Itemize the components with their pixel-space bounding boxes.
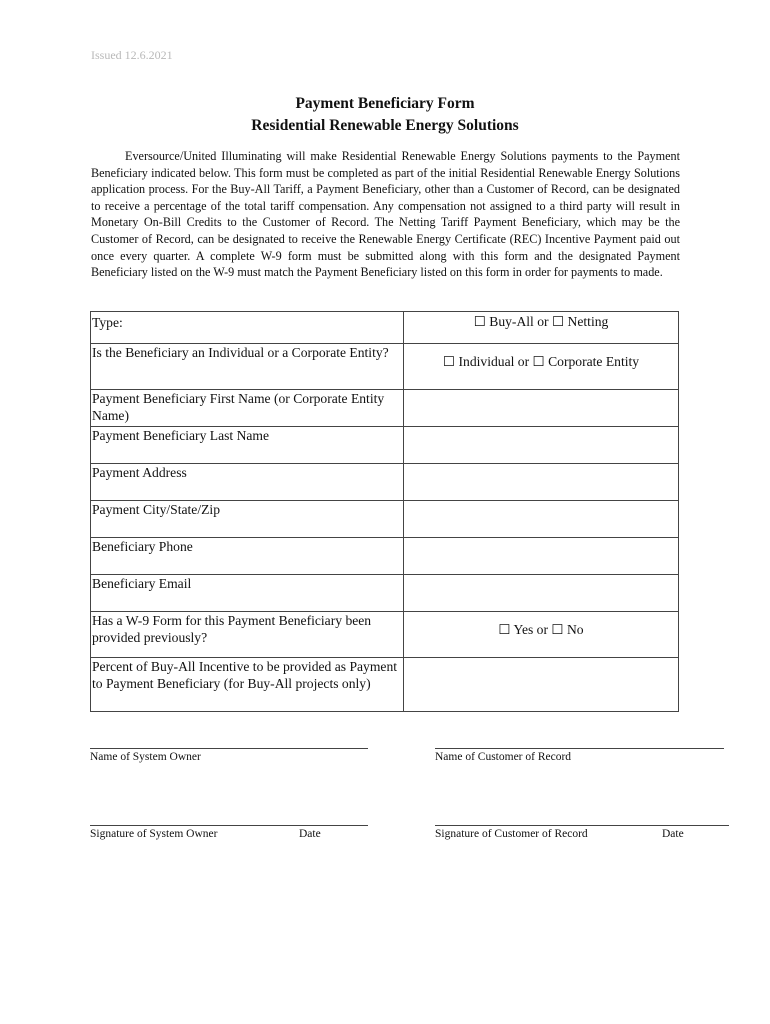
row-entity-type bbox=[91, 344, 679, 390]
phone-label: Beneficiary Phone bbox=[91, 538, 404, 575]
row-phone bbox=[91, 538, 679, 575]
row-last-name bbox=[91, 427, 679, 464]
phone-field[interactable] bbox=[404, 538, 679, 575]
entity-type-label: Is the Beneficiary an Individual or a Corporate Entity? bbox=[91, 344, 404, 390]
system-owner-name-label: Name of System Owner bbox=[90, 751, 201, 763]
first-name-label: Payment Beneficiary First Name (or Corporate Entity Name) bbox=[91, 390, 404, 427]
email-field[interactable] bbox=[404, 575, 679, 612]
intro-paragraph: Eversource/United Illuminating will make Residential Renewable Energy Solutions payments to the Payment Beneficiary indicated below. This form must be completed as part of the initial Residential Renewable Energy Solutions application process. For the Buy-All Tariff, a Payment Beneficiary, other than a Customer of Record, can be designated to receive a percentage of the total tariff compensation. Any compensation not assigned to a third party will result in Monetary On-Bill Credits to the Customer of Record. The Netting Tariff Payment Beneficiary, which may be the Customer of Record, can be designated to receive the Renewable Energy Certificate (REC) Incentive Payment paid out once every quarter. A complete W-9 form must be submitted along with this form and the designated Payment Beneficiary listed on the W-9 must match the Payment Beneficiary listed on this form in order for payments to made. bbox=[91, 149, 680, 280]
w9-options[interactable]: ☐ Yes or ☐ No bbox=[404, 612, 679, 658]
system-owner-date-label: Date bbox=[299, 828, 321, 840]
type-label: Type: bbox=[91, 312, 404, 344]
beneficiary-form-table bbox=[90, 311, 679, 712]
row-percent bbox=[91, 658, 679, 712]
system-owner-signature-label: Signature of System Owner bbox=[90, 828, 218, 840]
row-city bbox=[91, 501, 679, 538]
row-first-name bbox=[91, 390, 679, 427]
last-name-field[interactable] bbox=[404, 427, 679, 464]
customer-name-line[interactable] bbox=[435, 748, 724, 749]
system-owner-signature-line[interactable] bbox=[90, 825, 368, 826]
city-field[interactable] bbox=[404, 501, 679, 538]
percent-field[interactable] bbox=[404, 658, 679, 712]
customer-signature-label: Signature of Customer of Record bbox=[435, 828, 588, 840]
address-field[interactable] bbox=[404, 464, 679, 501]
form-subtitle: Residential Renewable Energy Solutions bbox=[251, 117, 519, 134]
address-label: Payment Address bbox=[91, 464, 404, 501]
city-label: Payment City/State/Zip bbox=[91, 501, 404, 538]
issued-date: Issued 12.6.2021 bbox=[91, 48, 173, 62]
form-title: Payment Beneficiary Form bbox=[295, 95, 475, 112]
row-email bbox=[91, 575, 679, 612]
last-name-label: Payment Beneficiary Last Name bbox=[91, 427, 404, 464]
percent-label: Percent of Buy-All Incentive to be provided as Payment to Payment Beneficiary (for Buy-All projects only) bbox=[91, 658, 404, 712]
first-name-field[interactable] bbox=[404, 390, 679, 427]
entity-type-options[interactable]: ☐ Individual or ☐ Corporate Entity bbox=[404, 344, 679, 390]
customer-date-label: Date bbox=[662, 828, 684, 840]
row-type bbox=[91, 312, 679, 344]
email-label: Beneficiary Email bbox=[91, 575, 404, 612]
type-options[interactable]: ☐ Buy-All or ☐ Netting bbox=[404, 312, 679, 344]
system-owner-name-line[interactable] bbox=[90, 748, 368, 749]
w9-label: Has a W-9 Form for this Payment Beneficiary been provided previously? bbox=[91, 612, 404, 658]
row-address bbox=[91, 464, 679, 501]
customer-name-label: Name of Customer of Record bbox=[435, 751, 572, 763]
customer-signature-line[interactable] bbox=[435, 825, 729, 826]
row-w9 bbox=[91, 612, 679, 658]
